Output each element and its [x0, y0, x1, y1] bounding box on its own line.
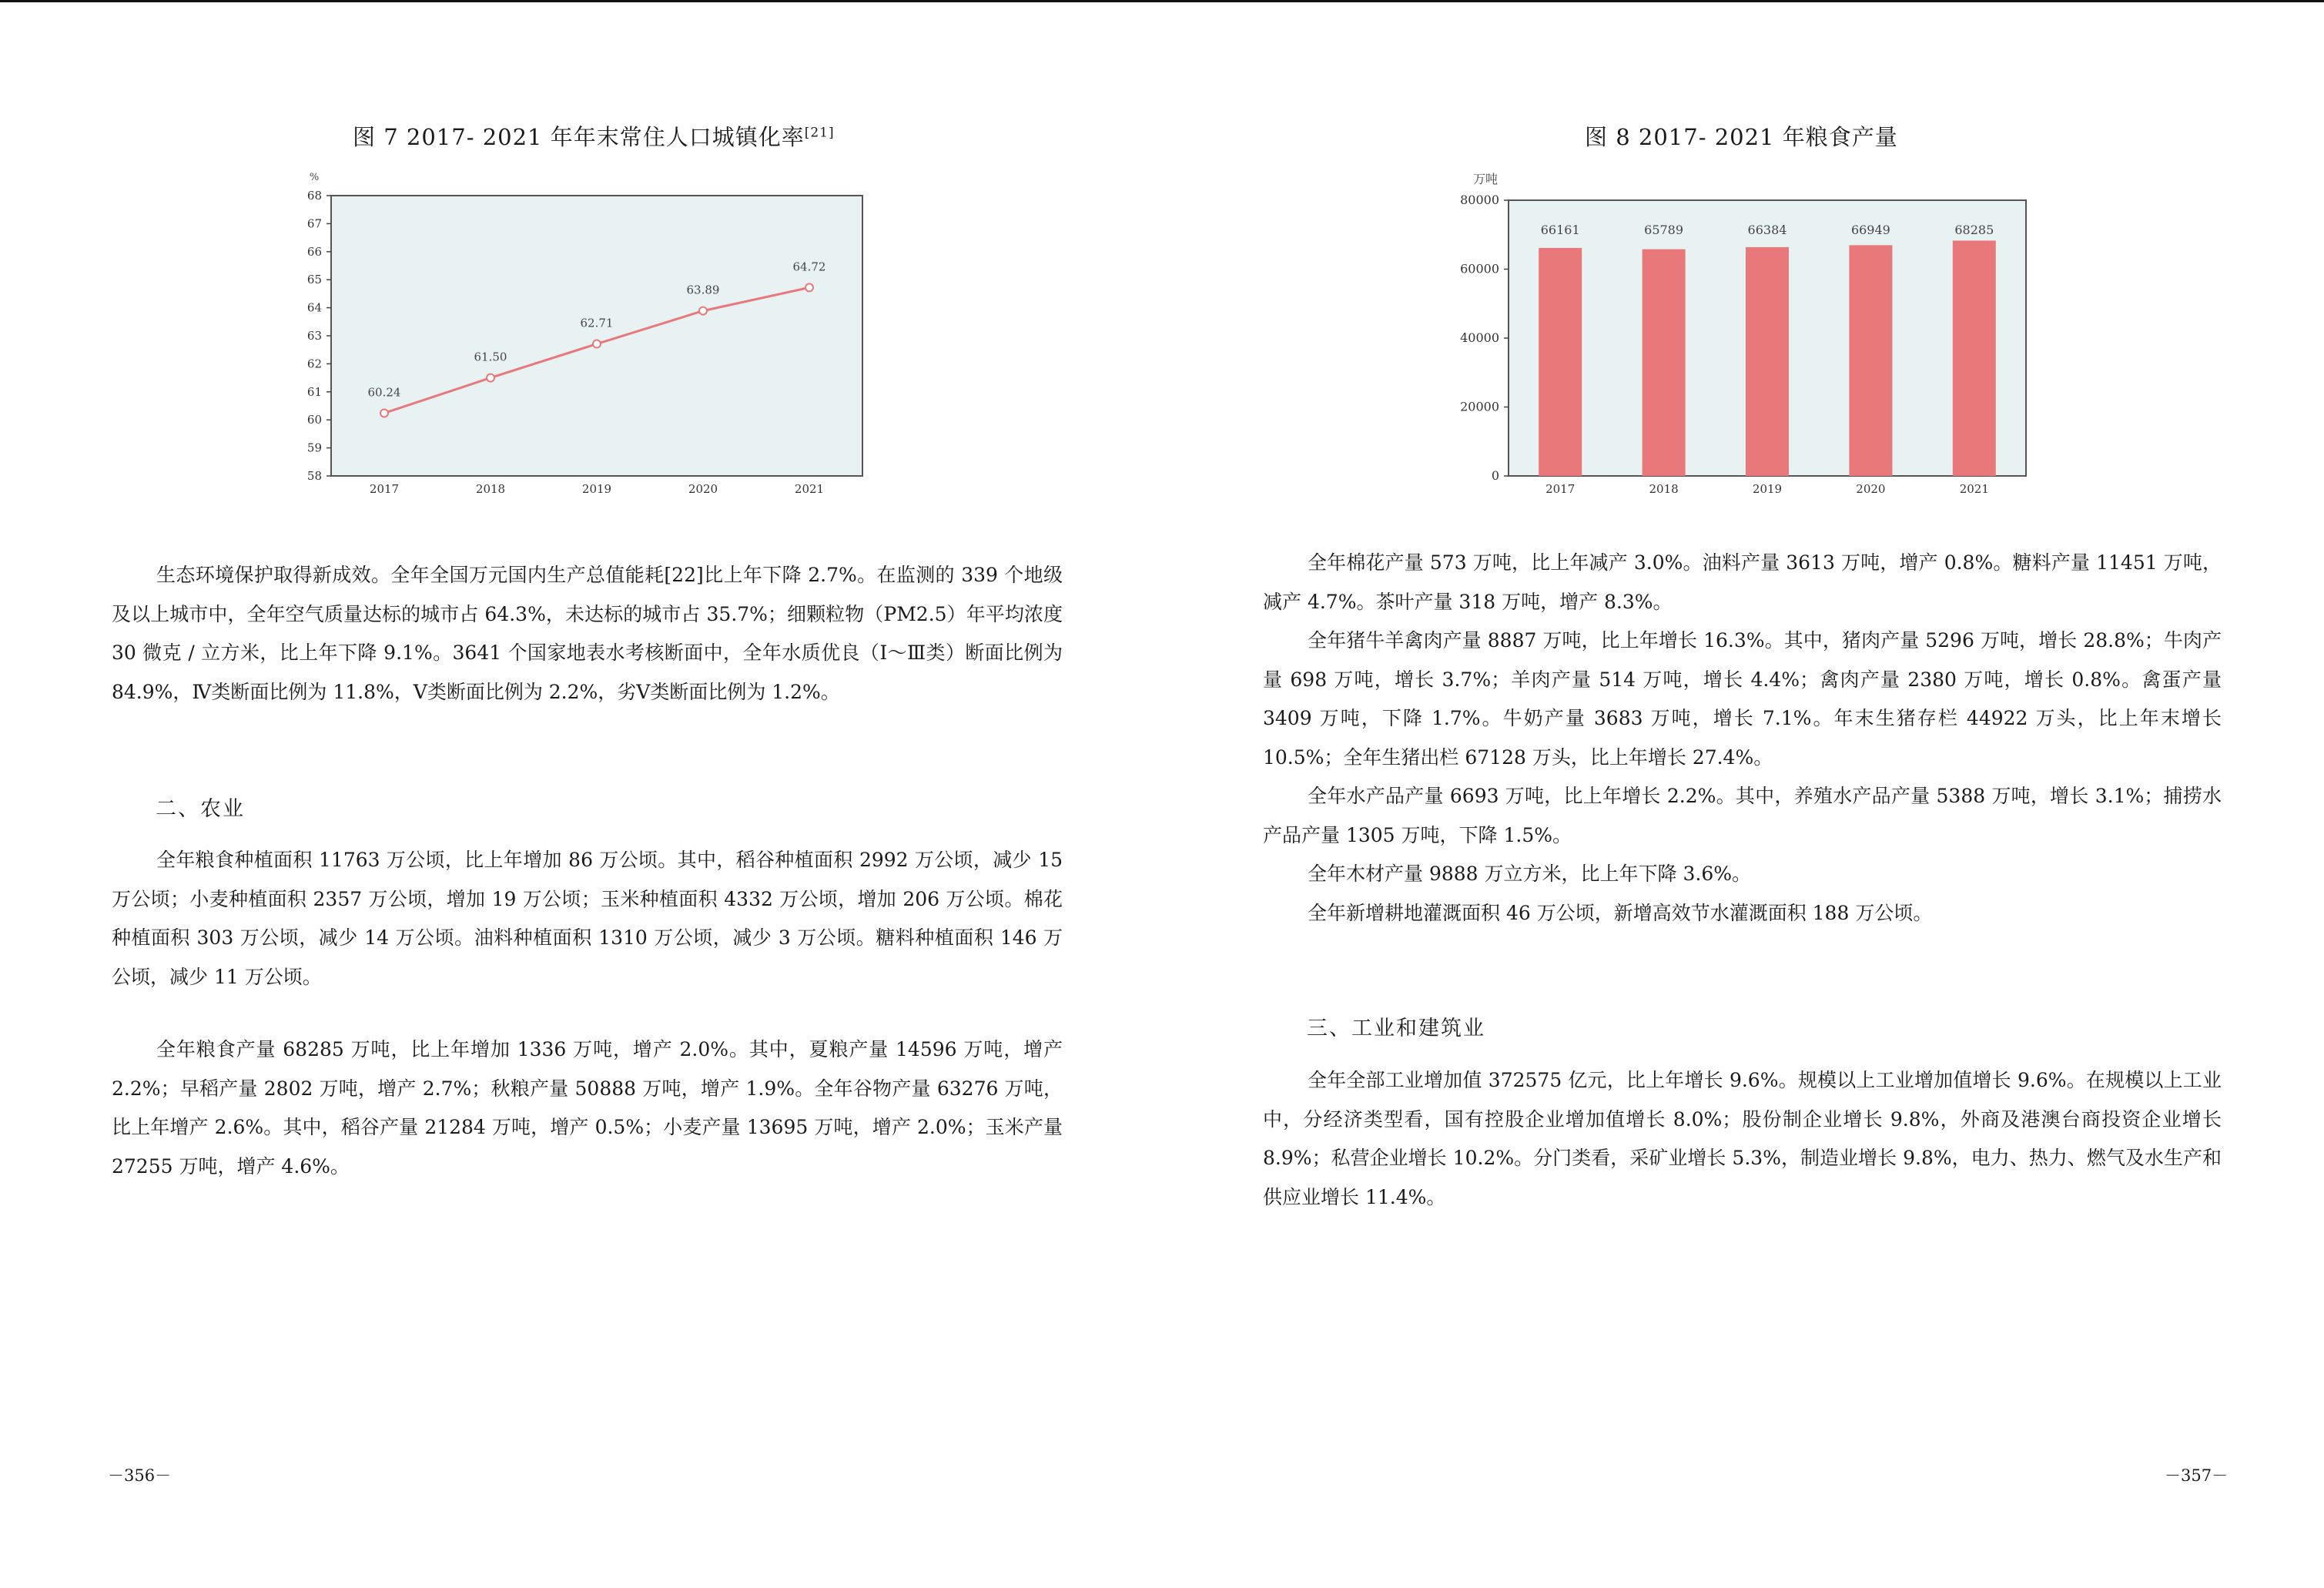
- data-point: [380, 409, 388, 417]
- right-body-text-1: [1263, 544, 2222, 933]
- irrigation-paragraph: 全年新增耕地灌溉面积 46 万公顷，新增高效节水灌溉面积 188 万公顷。: [1308, 901, 1933, 924]
- figure-7-title: [353, 120, 835, 152]
- data-label: 65789: [1644, 223, 1684, 237]
- environment-paragraph: 生态环境保护取得新成效。全年全国万元国内生产总值能耗[22]比上年下降 2.7%。在监测的 339 个地级及以上城市中，全年空气质量达标的城市占 64.3%，未达标的城市占 35.7%；细颗粒物（PM2.5）年平均浓度 30 微克 / 立方米，比上年下降 9.1%。3641 个国家地表水考核断面中，全年水质优良（Ⅰ～Ⅲ类）断面比例为 84.9%，Ⅳ类断面比例为 11.8%，Ⅴ类断面比例为 2.2%，劣Ⅴ类断面比例为 1.2%。: [112, 564, 1063, 703]
- bar: [1643, 250, 1686, 476]
- timber-paragraph: 全年木材产量 9888 万立方米，比上年下降 3.6%。: [1308, 863, 1751, 885]
- y-tick-label: 60000: [1460, 261, 1499, 276]
- y-tick-label: 65: [306, 273, 322, 287]
- figure-8-title-text: 图 8 2017- 2021 年粮食产量: [1585, 124, 1898, 150]
- cotton-oil-paragraph: 全年棉花产量 573 万吨，比上年减产 3.0%。油料产量 3613 万吨，增产 0.8%。糖料产量 11451 万吨，减产 4.7%。茶叶产量 318 万吨，增产 8.3%。: [1263, 551, 2222, 613]
- x-tick-label: 2019: [581, 482, 612, 496]
- data-label: 66384: [1747, 223, 1787, 237]
- y-tick-label: 64: [306, 300, 322, 315]
- y-tick-label: 40000: [1460, 330, 1499, 345]
- figure-7-title-text: 图 7 2017- 2021 年年末常住人口城镇化率: [353, 124, 805, 150]
- bar: [1849, 245, 1892, 476]
- x-tick-label: 2017: [1545, 482, 1576, 496]
- x-tick-label: 2018: [475, 482, 506, 496]
- grain-output-paragraph: 全年粮食产量 68285 万吨，比上年增加 1336 万吨，增产 2.0%。其中，夏粮产量 14596 万吨，增产 2.2%；早稻产量 2802 万吨，增产 2.7%；秋粮产量 50888 万吨，增产 1.9%。全年谷物产量 63276 万吨，比上年增产 2.6%。其中，稻谷产量 21284 万吨，增产 0.5%；小麦产量 13695 万吨，增产 2.0%；玉米产量 27255 万吨，增产 4.6%。: [112, 1038, 1063, 1178]
- page-number-right: －357－: [2165, 1466, 2229, 1485]
- y-tick-label: 63: [306, 329, 322, 343]
- data-point: [593, 340, 601, 348]
- section-heading-industry: 三、工业和建筑业: [1307, 1017, 1485, 1040]
- urbanization-line-chart: [285, 169, 886, 504]
- data-label: 64.72: [792, 260, 826, 274]
- urbanization-chart-svg: [285, 169, 886, 501]
- data-label: 60.24: [367, 385, 401, 400]
- y-tick-label: 58: [306, 469, 322, 483]
- y-tick-label: 60: [306, 413, 322, 427]
- data-label: 63.89: [686, 283, 720, 297]
- bar: [1539, 248, 1582, 476]
- y-axis-unit: 万吨: [1472, 172, 1499, 186]
- bar: [1953, 240, 1996, 476]
- meat-paragraph: 全年猪牛羊禽肉产量 8887 万吨，比上年增长 16.3%。其中，猪肉产量 5296 万吨，增长 28.8%；牛肉产量 698 万吨，增长 3.7%；羊肉产量 514 万吨，增长 4.4%；禽肉产量 2380 万吨，增长 0.8%。禽蛋产量 3409 万吨，下降 1.7%。牛奶产量 3683 万吨，增长 7.1%。年末生猪存栏 44922 万头，比上年末增长 10.5%；全年生猪出栏 67128 万头，比上年增长 27.4%。: [1263, 629, 2222, 769]
- y-tick-label: 66: [306, 244, 322, 259]
- x-tick-label: 2021: [1959, 482, 1989, 496]
- figure-8-title: [1585, 120, 1898, 152]
- x-tick-label: 2021: [794, 482, 825, 496]
- y-axis-unit: %: [309, 172, 320, 183]
- industry-paragraph: 全年全部工业增加值 372575 亿元，比上年增长 9.6%。规模以上工业增加值增长 9.6%。在规模以上工业中，分经济类型看，国有控股企业增加值增长 8.0%；股份制企业增长 9.8%，外商及港澳台商投资企业增长 8.9%；私营企业增长 10.2%。分门类看，采矿业增长 5.3%，制造业增长 9.8%，电力、热力、燃气及水生产和供应业增长 11.4%。: [1263, 1069, 2222, 1208]
- data-label: 66161: [1540, 223, 1580, 237]
- grain-output-bar-chart: [1447, 169, 2048, 504]
- data-label: 61.50: [474, 350, 507, 364]
- y-tick-label: 67: [306, 216, 322, 231]
- y-tick-label: 61: [306, 384, 322, 399]
- aquatic-paragraph: 全年水产品产量 6693 万吨，比上年增长 2.2%。其中，养殖水产品产量 5388 万吨，增长 3.1%；捕捞水产品产量 1305 万吨，下降 1.5%。: [1263, 785, 2222, 846]
- right-body-text-2: [1263, 1061, 2222, 1217]
- y-tick-label: 80000: [1460, 193, 1499, 207]
- grain-area-paragraph: 全年粮食种植面积 11763 万公顷，比上年增加 86 万公顷。其中，稻谷种植面积 2992 万公顷，减少 15 万公顷；小麦种植面积 2357 万公顷，增加 19 万公顷；玉米种植面积 4332 万公顷，增加 206 万公顷。棉花种植面积 303 万公顷，减少 14 万公顷。油料种植面积 1310 万公顷，减少 3 万公顷。糖料种植面积 146 万公顷，减少 11 万公顷。: [112, 849, 1063, 988]
- data-point: [805, 283, 813, 291]
- y-tick-label: 20000: [1460, 399, 1499, 414]
- y-tick-label: 68: [306, 189, 322, 203]
- y-tick-label: 0: [1491, 468, 1499, 483]
- x-tick-label: 2017: [369, 482, 400, 496]
- data-point: [699, 307, 707, 315]
- data-label: 62.71: [580, 316, 614, 330]
- x-tick-label: 2019: [1752, 482, 1783, 496]
- data-label: 66949: [1850, 223, 1890, 237]
- figure-7-footnote-ref: [21]: [804, 125, 835, 141]
- page-number-left: －356－: [108, 1466, 172, 1485]
- bar: [1746, 247, 1789, 476]
- x-tick-label: 2020: [1856, 482, 1886, 496]
- left-body-text-2: [112, 841, 1063, 1186]
- left-body-text-1: [112, 556, 1063, 712]
- grain-chart-svg: [1447, 169, 2048, 501]
- plot-area: [331, 196, 862, 476]
- x-tick-label: 2020: [688, 482, 718, 496]
- data-label: 68285: [1954, 223, 1994, 237]
- right-page: [1162, 0, 2324, 1588]
- section-heading-agriculture: 二、农业: [156, 797, 245, 821]
- y-tick-label: 59: [306, 441, 322, 455]
- data-point: [487, 374, 494, 382]
- x-tick-label: 2018: [1649, 482, 1679, 496]
- y-tick-label: 62: [306, 357, 322, 371]
